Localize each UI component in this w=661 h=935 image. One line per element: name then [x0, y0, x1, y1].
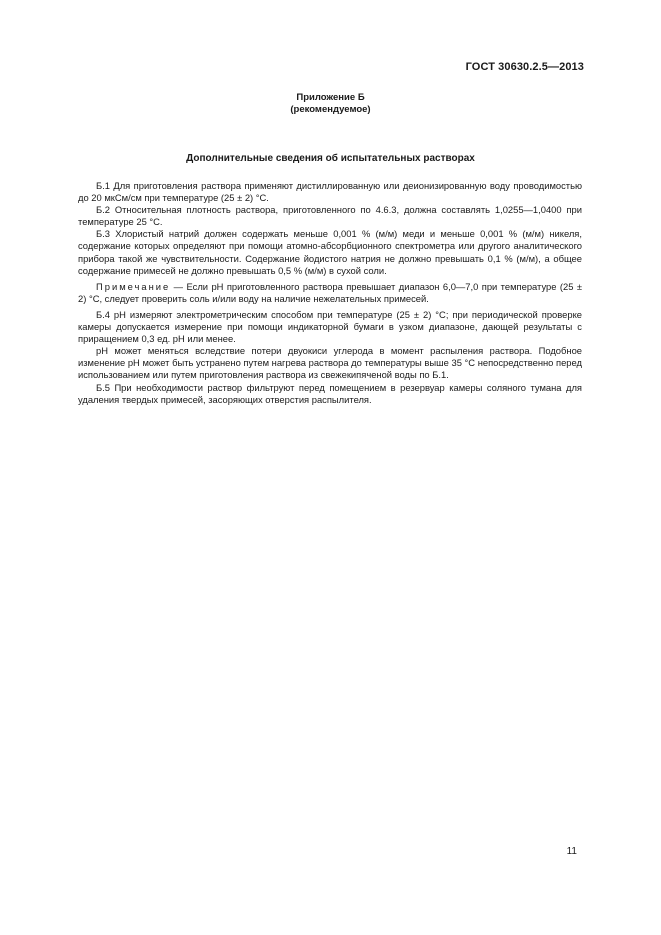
note-text: — Если pH приготовленного раствора превышает диапазон 6,0—7,0 при температуре (25 ± 2) °С, следует проверить соль и/или воду на наличие нежелательных примесей. [78, 280, 582, 304]
paragraph-b1: Б.1 Для приготовления раствора применяют дистиллированную или деионизированную воду проводимостью до 20 мкСм/см при температуре (25 ± 2) °С. [78, 180, 582, 204]
paragraph-ph-change: pH может меняться вследствие потери двуокиси углерода в момент распыления раствора. Подобное изменение pH может быть устранено путем нагрева раствора до температуры выше 35 °С непосредственно перед использованием или путем приготовления раствора из свежекипяченой воды по Б.1. [78, 345, 582, 381]
page-number: 11 [566, 846, 577, 857]
standard-code-header: ГОСТ 30630.2.5—2013 [465, 61, 584, 73]
paragraph-b2: Б.2 Относительная плотность раствора, приготовленного по 4.6.3, должна составлять 1,0255—1,0400 при температуре 25 °С. [78, 204, 582, 228]
note-paragraph [78, 281, 582, 305]
body-text [78, 180, 582, 406]
paragraph-b5: Б.5 При необходимости раствор фильтруют перед помещением в резервуар камеры соляного тумана для удаления твердых примесей, засоряющих отверстия распылителя. [78, 381, 582, 405]
paragraph-b4: Б.4 pH измеряют электрометрическим способом при температуре (25 ± 2) °С; при периодической проверке камеры допускается измерение при помощи индикаторной бумаги в узком диапазоне, дающей результаты с приращением 0,3 ед. pH или менее. [78, 308, 582, 345]
section-title: Дополнительные сведения об испытательных растворах [186, 153, 475, 164]
note-label: Примечание [96, 280, 171, 292]
annex-title: Приложение Б [296, 92, 365, 103]
paragraph-b3: Б.3 Хлористый натрий должен содержать меньше 0,001 % (м/м) меди и меньше 0,001 % (м/м) никеля, содержание которых определяют при помощи атомно-абсорбционного спектрометра или другого аналитического прибора такой же чувствительности. Содержание йодистого натрия не должно превышать 0,1 % (м/м), а общее содержание примесей не должно превышать 0,5 % (м/м) в сухой соли. [78, 228, 582, 276]
annex-heading [0, 92, 661, 116]
annex-status: (рекомендуемое) [290, 104, 371, 115]
